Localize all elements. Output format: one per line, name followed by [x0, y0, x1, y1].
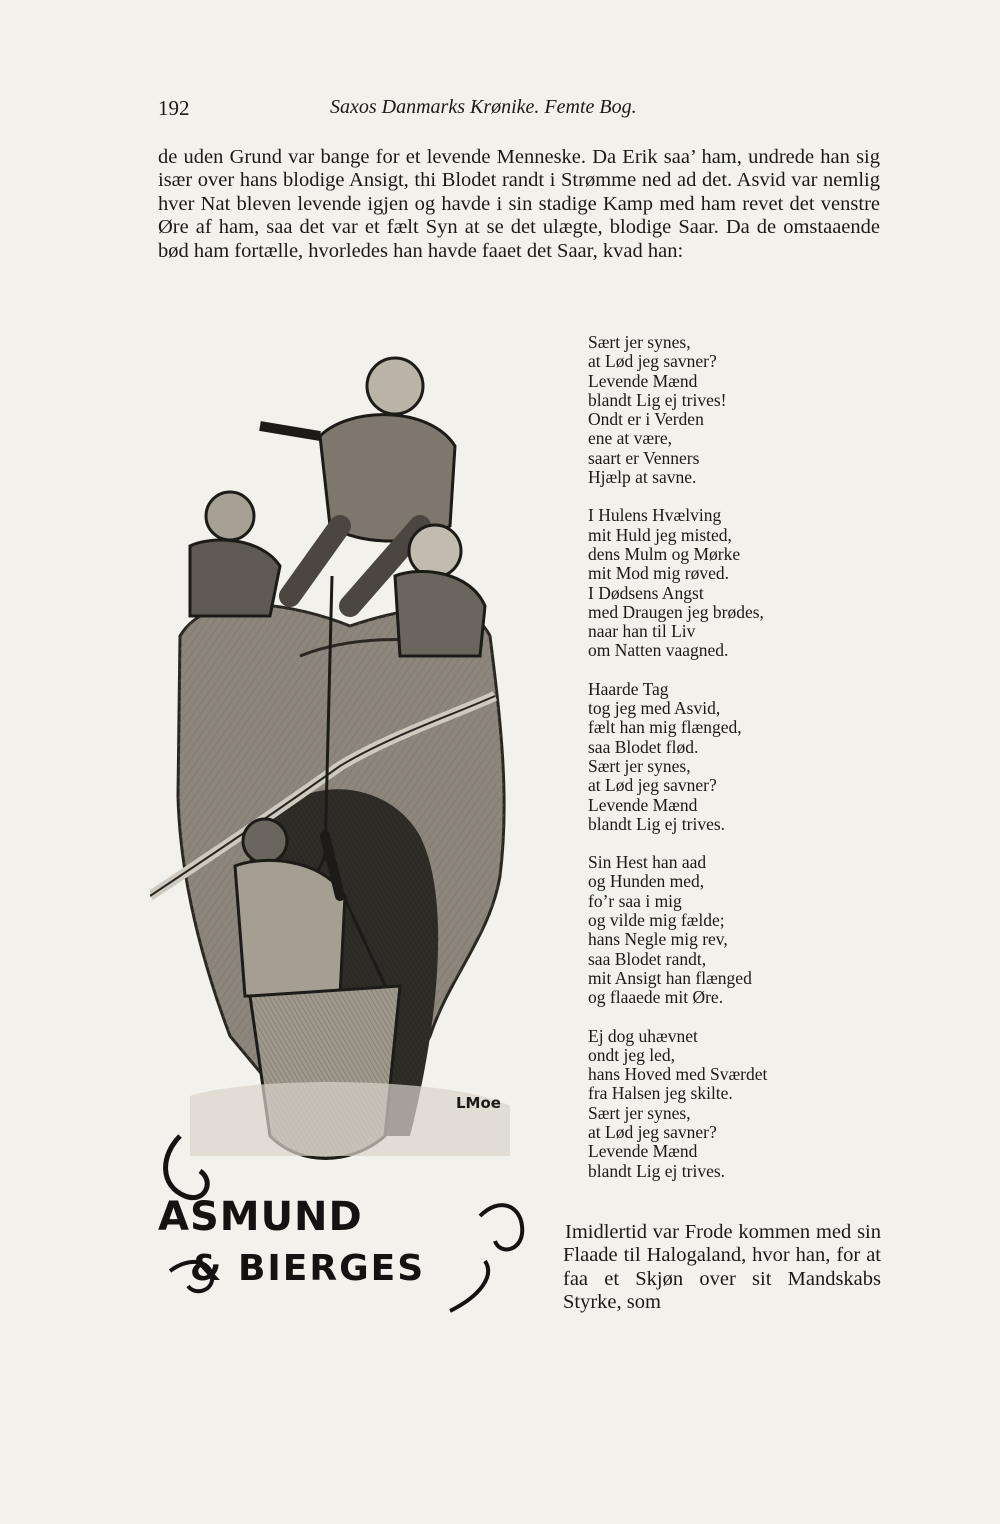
verse-line: Levende Mænd	[588, 370, 698, 391]
verse-line: blandt Lig ej trives.	[588, 813, 726, 834]
poem-stanza	[588, 853, 878, 1007]
verse-line: dens Mulm og Mørke	[588, 543, 741, 564]
poem-stanza	[588, 333, 878, 487]
verse-line: Levende Mænd	[588, 794, 698, 815]
page-header	[158, 96, 878, 126]
figure-head-top	[367, 358, 423, 414]
page-number: 192	[158, 96, 190, 120]
verse-line: saa Blodet randt,	[588, 948, 707, 969]
artist-signature: LMoe	[456, 1094, 501, 1112]
figure-head-right	[409, 525, 461, 577]
verse-line: I Dødsens Angst	[588, 582, 704, 603]
running-title: Saxos Danmarks Krønike. Femte Bog.	[330, 96, 637, 118]
continuation-text: Imidlertid var Frode kommen med sin Flaade til Halogaland, hvor han, for at faa et Skjøn over sit Mandskabs Styrke, som	[563, 1221, 881, 1314]
illustration	[150, 336, 550, 1316]
verse-line: saa Blodet flød.	[588, 736, 699, 757]
illustration-drawing	[150, 336, 550, 1316]
verse-line: Sært jer synes,	[588, 755, 691, 776]
verse-line: Levende Mænd	[588, 1141, 698, 1162]
verse-line: at Lød jeg savner?	[588, 351, 717, 372]
verse-line: med Draugen jeg brødes,	[588, 601, 764, 622]
verse-line: Sært jer synes,	[588, 1102, 691, 1123]
verse-line: at Lød jeg savner?	[588, 775, 717, 796]
continuation-paragraph	[563, 1221, 881, 1315]
figure-climber	[235, 860, 345, 996]
poem-stanza	[588, 506, 878, 660]
verse-line: tog jeg med Asvid,	[588, 698, 721, 719]
illustration-caption-name: ASMUND	[158, 1194, 363, 1240]
figure-right	[395, 571, 485, 656]
verse-line: hans Hoved med Sværdet	[588, 1064, 768, 1085]
caption-surname-text: BIERGES	[237, 1248, 426, 1289]
verse-line: ondt jeg led,	[588, 1044, 675, 1065]
poem-stanza	[588, 680, 878, 834]
verse-line: I Hulens Hvælving	[588, 505, 722, 526]
verse-line: mit Ansigt han flænged	[588, 967, 752, 988]
poem	[588, 333, 878, 1200]
verse-line: og Hunden med,	[588, 871, 705, 892]
intro-paragraph	[158, 146, 880, 263]
verse-line: Sært jer synes,	[588, 332, 691, 352]
verse-line: og vilde mig fælde;	[588, 910, 725, 931]
verse-line: Ej dog uhævnet	[588, 1025, 698, 1046]
verse-line: om Natten vaagned.	[588, 640, 729, 661]
figure-head-climber	[243, 819, 287, 863]
verse-line: fælt han mig flænged,	[588, 717, 742, 738]
verse-line: mit Huld jeg misted,	[588, 524, 732, 545]
verse-line: fra Halsen jeg skilte.	[588, 1083, 733, 1104]
verse-line: og flaaede mit Øre.	[588, 987, 724, 1008]
verse-line: Hjælp at savne.	[588, 467, 697, 488]
figure-left	[190, 540, 280, 616]
verse-line: at Lød jeg savner?	[588, 1121, 717, 1142]
verse-line: fo’r saa i mig	[588, 890, 682, 911]
verse-line: Sin Hest han aad	[588, 852, 707, 873]
verse-line: blandt Lig ej trives.	[588, 1160, 726, 1181]
verse-line: saart er Venners	[588, 447, 700, 468]
caption-ornament-right	[480, 1205, 522, 1249]
verse-line: naar han til Liv	[588, 621, 696, 642]
verse-line: mit Mod mig røved.	[588, 563, 729, 584]
caption-ampersand: &	[190, 1248, 224, 1289]
figure-head-left	[206, 492, 254, 540]
verse-line: blandt Lig ej trives!	[588, 389, 727, 410]
verse-line: ene at være,	[588, 428, 673, 449]
verse-line: Ondt er i Verden	[588, 409, 704, 430]
verse-line: Haarde Tag	[588, 678, 669, 699]
verse-line: hans Negle mig rev,	[588, 929, 728, 950]
illustration-caption-surname	[190, 1248, 425, 1289]
poem-stanza	[588, 1027, 878, 1181]
intro-text: de uden Grund var bange for et levende Menneske. Da Erik saa’ ham, undrede han sig især over hans blodige Ansigt, thi Blodet randt i Strømme ned ad det. Asvid var nemlig hver Nat bleven levende igjen og havde i sin stadige Kamp med ham revet det venstre Øre af ham, saa det var et fælt Syn at se det ulægte, blodige Saar. Da de omstaaende bød ham fortælle, hvorledes han havde faaet det Saar, kvad han:	[158, 146, 880, 262]
